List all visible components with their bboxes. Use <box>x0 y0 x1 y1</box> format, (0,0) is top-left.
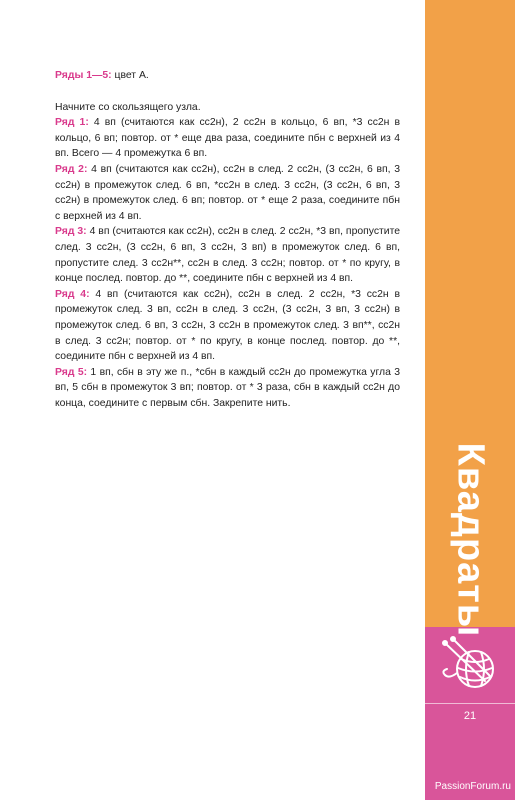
row-3-text: 4 вп (считаются как сс2н), сс2н в след. 2 сс2н, *3 вп, пропустите след. 3 сс2н, (3 сс2н, 6 вп, 3 сс2н, 3 вп) в промежуток след. 6 вп, пропустите след. 3 сс2н**, сс2н в след. 3 сс2н; повтор. от * по кругу, в конце послед. повтор. до **, соедините пбн с верхней из 4 вп. <box>55 226 401 285</box>
row-2 <box>55 162 400 224</box>
row-1 <box>55 115 400 162</box>
row-1-label: Ряд 1: <box>55 117 89 129</box>
rows-label: Ряды 1—5: <box>55 70 112 81</box>
row-4 <box>55 287 400 365</box>
row-5-text: 1 вп, сбн в эту же п., *сбн в каждый сс2н до промежутка угла 3 вп, 5 сбн в промежуток 3 вп; повтор. от * 3 раза, сбн в каждый сс2н до конца, соедините с первым сбн. Закрепите нить. <box>55 366 400 409</box>
row-5 <box>55 365 400 412</box>
rows-color-text: цвет А. <box>111 70 149 81</box>
row-4-label: Ряд 4: <box>55 288 90 300</box>
row-1-text: 4 вп (считаются как сс2н), 2 сс2н в кольцо, 6 вп, *3 сс2н в кольцо, 6 вп; повтор. от * еще два раза, соедините пбн с верхней из 4 вп. Всего — 4 промежутка 6 вп. <box>55 117 401 160</box>
intro-text: Начните со скользящего узла. <box>55 101 201 113</box>
page-divider <box>425 703 515 704</box>
row-3-label: Ряд 3: <box>55 226 87 238</box>
watermark: PassionForum.ru <box>434 781 511 792</box>
row-5-label: Ряд 5: <box>55 366 88 378</box>
row-2-label: Ряд 2: <box>55 163 88 175</box>
row-4-text: 4 вп (считаются как сс2н), сс2н в след. 2 сс2н, *3 сс2н в промежуток след. 3 вп, сс2н в след. 3 сс2н, (3 сс2н, 3 вп, 3 сс2н) в промежуток след. 6 вп, 3 сс2н, 3 сс2н в промежуток след. 3 вп**, сс2н в след. 3 сс2н; повтор. от * по кругу, в конце послед. повтор. до **, соедините пбн с верхней из 4 вп. <box>55 288 401 363</box>
section-title: Квадраты <box>449 442 492 638</box>
row-3 <box>55 224 400 286</box>
pattern-instructions <box>55 68 400 411</box>
page-number: 21 <box>463 710 477 722</box>
section-sidebar <box>425 0 515 800</box>
rows-header <box>55 68 400 84</box>
yarn-ball-icon <box>439 635 503 695</box>
row-2-text: 4 вп (считаются как сс2н), сс2н в след. 2 сс2н, (3 сс2н, 6 вп, 3 сс2н) в промежуток след. 6 вп, *сс2н в след. 3 сс2н, (3 сс2н, 6 вп, 3 сс2н) в промежуток след. 6 вп; повтор. от * еще 2 раза, соедините пбн с верхней из 4 вп. <box>55 163 400 222</box>
